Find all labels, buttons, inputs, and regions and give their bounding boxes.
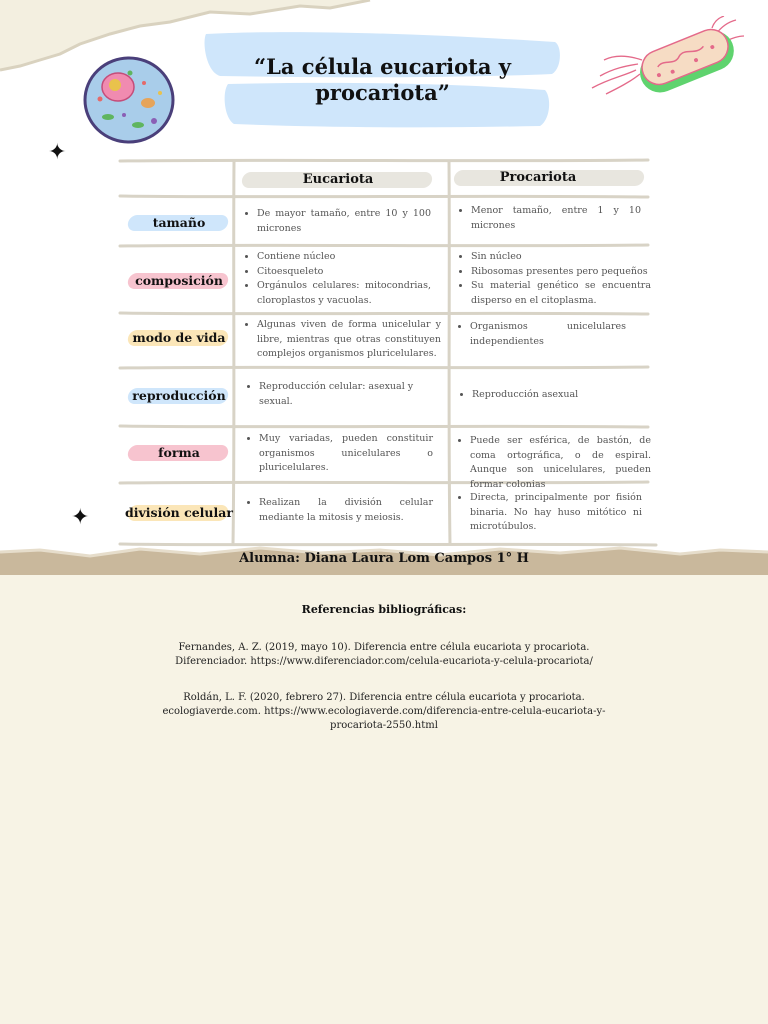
cell-procariota-division-celular (458, 491, 642, 535)
row-label-composicion (124, 273, 234, 288)
cell-procariota-composicion (459, 250, 651, 308)
row-label-reproduccion (124, 388, 234, 403)
reference-item: Fernandes, A. Z. (2019, mayo 10). Diferencia entre célula eucariota y procariota. Diferenciador. https://www.diferenciador.com/celula-eucariota-y-celula-procariota/ (175, 642, 593, 667)
row-label-text: composición (135, 273, 223, 288)
row-label-modo-de-vida (124, 330, 234, 345)
list-item: • Puede ser esférica, de bastón, de coma ortográfica, o de espiral. Aunque son unicelulares, pueden formar colonias (470, 434, 651, 492)
cell-eucariota-composicion (245, 250, 431, 308)
list-item: • Ribosomas presentes pero pequeños (471, 265, 651, 280)
cell-procariota-tamano (459, 204, 641, 233)
list-item: • Menor tamaño, entre 1 y 10 micrones (471, 204, 641, 233)
row-label-text: modo de vida (132, 330, 226, 345)
list-item: • Citoesqueleto (257, 265, 431, 280)
list-item: • De mayor tamaño, entre 10 y 100 micrones (257, 207, 431, 236)
row-label-text: forma (158, 445, 200, 460)
cell-eucariota-forma (247, 432, 433, 476)
list-item: • Algunas viven de forma unicelular y libre, mientras que otras constituyen complejos organismos pluricelulares. (257, 318, 441, 362)
cell-eucariota-reproduccion (247, 380, 417, 409)
bacteria-icon (586, 16, 746, 96)
page-title: “La célula eucariota y procariota” (254, 54, 511, 105)
comparison-table (118, 158, 658, 548)
cell-procariota-reproduccion (460, 388, 640, 403)
list-item: • Organismos unicelulares independientes (470, 320, 626, 349)
title-banner (200, 28, 565, 133)
reference-item: Roldán, L. F. (2020, febrero 27). Diferencia entre célula eucariota y procariota. ecologiaverde.com. https://www.ecologiaverde.com/diferencia-entre-celula-eucariota-y-procariota-2550.html (162, 692, 606, 731)
list-item: • Contiene núcleo (257, 250, 431, 265)
eukaryotic-cell-icon (82, 55, 178, 147)
list-item: • Sin núcleo (471, 250, 651, 265)
list-item: • Orgánulos celulares: mitocondrias, cloroplastos y vacuolas. (257, 279, 431, 308)
references-title: Referencias bibliográficas: (301, 603, 467, 616)
cell-procariota-forma (458, 434, 651, 492)
header-procariota: Procariota (499, 170, 577, 185)
row-label-text: tamaño (152, 215, 206, 230)
row-label-forma (124, 445, 234, 460)
list-item: • Reproducción asexual (472, 388, 640, 403)
row-label-text: reproducción (132, 388, 226, 403)
row-label-tamano (124, 215, 234, 230)
sparkle-icon: ✦ (71, 505, 90, 530)
header-eucariota: Eucariota (302, 172, 374, 187)
list-item: • Su material genético se encuentra disperso en el citoplasma. (471, 279, 651, 308)
row-label-division-celular (124, 505, 234, 520)
cell-eucariota-tamano (245, 207, 431, 236)
list-item: • Reproducción celular: asexual y sexual. (259, 380, 417, 409)
cell-procariota-modo-de-vida (458, 320, 626, 349)
list-item: • Realizan la división celular mediante la mitosis y meiosis. (259, 496, 433, 525)
cell-eucariota-modo-de-vida (245, 318, 441, 362)
cell-eucariota-division-celular (247, 496, 433, 525)
sparkle-icon: ✦ (48, 140, 67, 165)
list-item: • Directa, principalmente por fisión binaria. No hay huso mitótico ni microtúbulos. (470, 491, 642, 535)
row-label-text: división celular (125, 505, 233, 520)
list-item: • Muy variadas, pueden constituir organismos unicelulares o pluricelulares. (259, 432, 433, 476)
student-name: Alumna: Diana Laura Lom Campos 1° H (239, 551, 529, 566)
